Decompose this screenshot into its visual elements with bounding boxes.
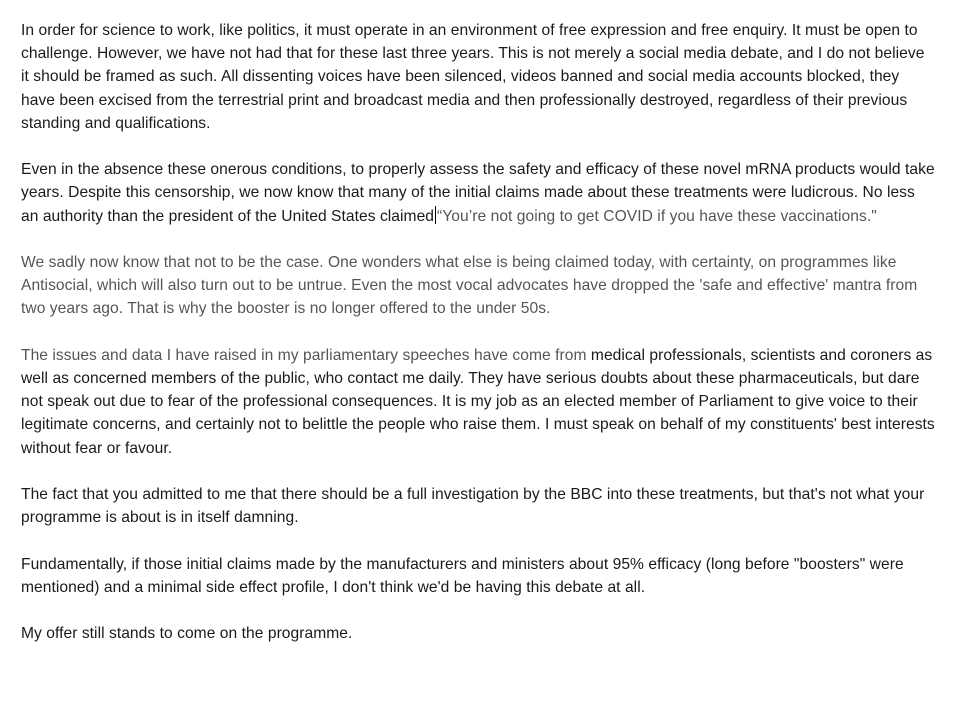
paragraph-1: In order for science to work, like politics, it must operate in an environment of free expression and free enquiry. It must be open to challenge. However, we have not had that for these last three years. This is not merely a social media debate, and I do not believe it should be framed as such. All dissenting voices have been silenced, videos banned and social media accounts blocked, they have been excised from the terrestrial print and broadcast media and then professionally destroyed, regardless of their previous standing and qualifications. — [21, 22, 925, 132]
paragraph-2-quote: “You’re not going to get COVID if you have these vaccinations." — [437, 207, 877, 225]
text-cursor — [435, 206, 436, 224]
document-body[interactable] — [21, 19, 936, 645]
paragraph-4-text: medical professionals, scientists and coroners as well as concerned members of the public, who contact me daily. They have serious doubts about these pharmaceuticals, but dare not speak out due to fear of the professional consequences. It is my job as an elected member of Parliament to give voice to their legitimate concerns, and certainly not to belittle the people who raise them. I must speak on behalf of my constituents' best interests without fear or favour. — [21, 346, 935, 457]
paragraph-5: The fact that you admitted to me that there should be a full investigation by the BBC into these treatments, but that's not what your programme is about is in itself damning. — [21, 486, 925, 527]
paragraph-7: My offer still stands to come on the programme. — [21, 625, 353, 643]
paragraph-2 — [21, 158, 936, 228]
paragraph-6: Fundamentally, if those initial claims made by the manufacturers and ministers about 95% efficacy (long before "boosters" were mentioned) and a minimal side effect profile, I don't think we'd be having this debate at all. — [21, 555, 904, 596]
paragraph-3: We sadly now know that not to be the case. One wonders what else is being claimed today, with certainty, on programmes like Antisocial, which will also turn out to be untrue. Even the most vocal advocates have dropped the 'safe and effective' mantra from two years ago. That is why the booster is no longer offered to the under 50s. — [21, 254, 918, 318]
paragraph-4 — [21, 344, 936, 460]
paragraph-2-text: Even in the absence these onerous conditions, to properly assess the safety and efficacy of these novel mRNA products would take years. Despite this censorship, we now know that many of the initial claims made about these treatments were ludicrous. No less an authority than the president of the United States claimed — [21, 161, 935, 225]
paragraph-4-lead: The issues and data I have raised in my parliamentary speeches have come from — [21, 346, 587, 364]
